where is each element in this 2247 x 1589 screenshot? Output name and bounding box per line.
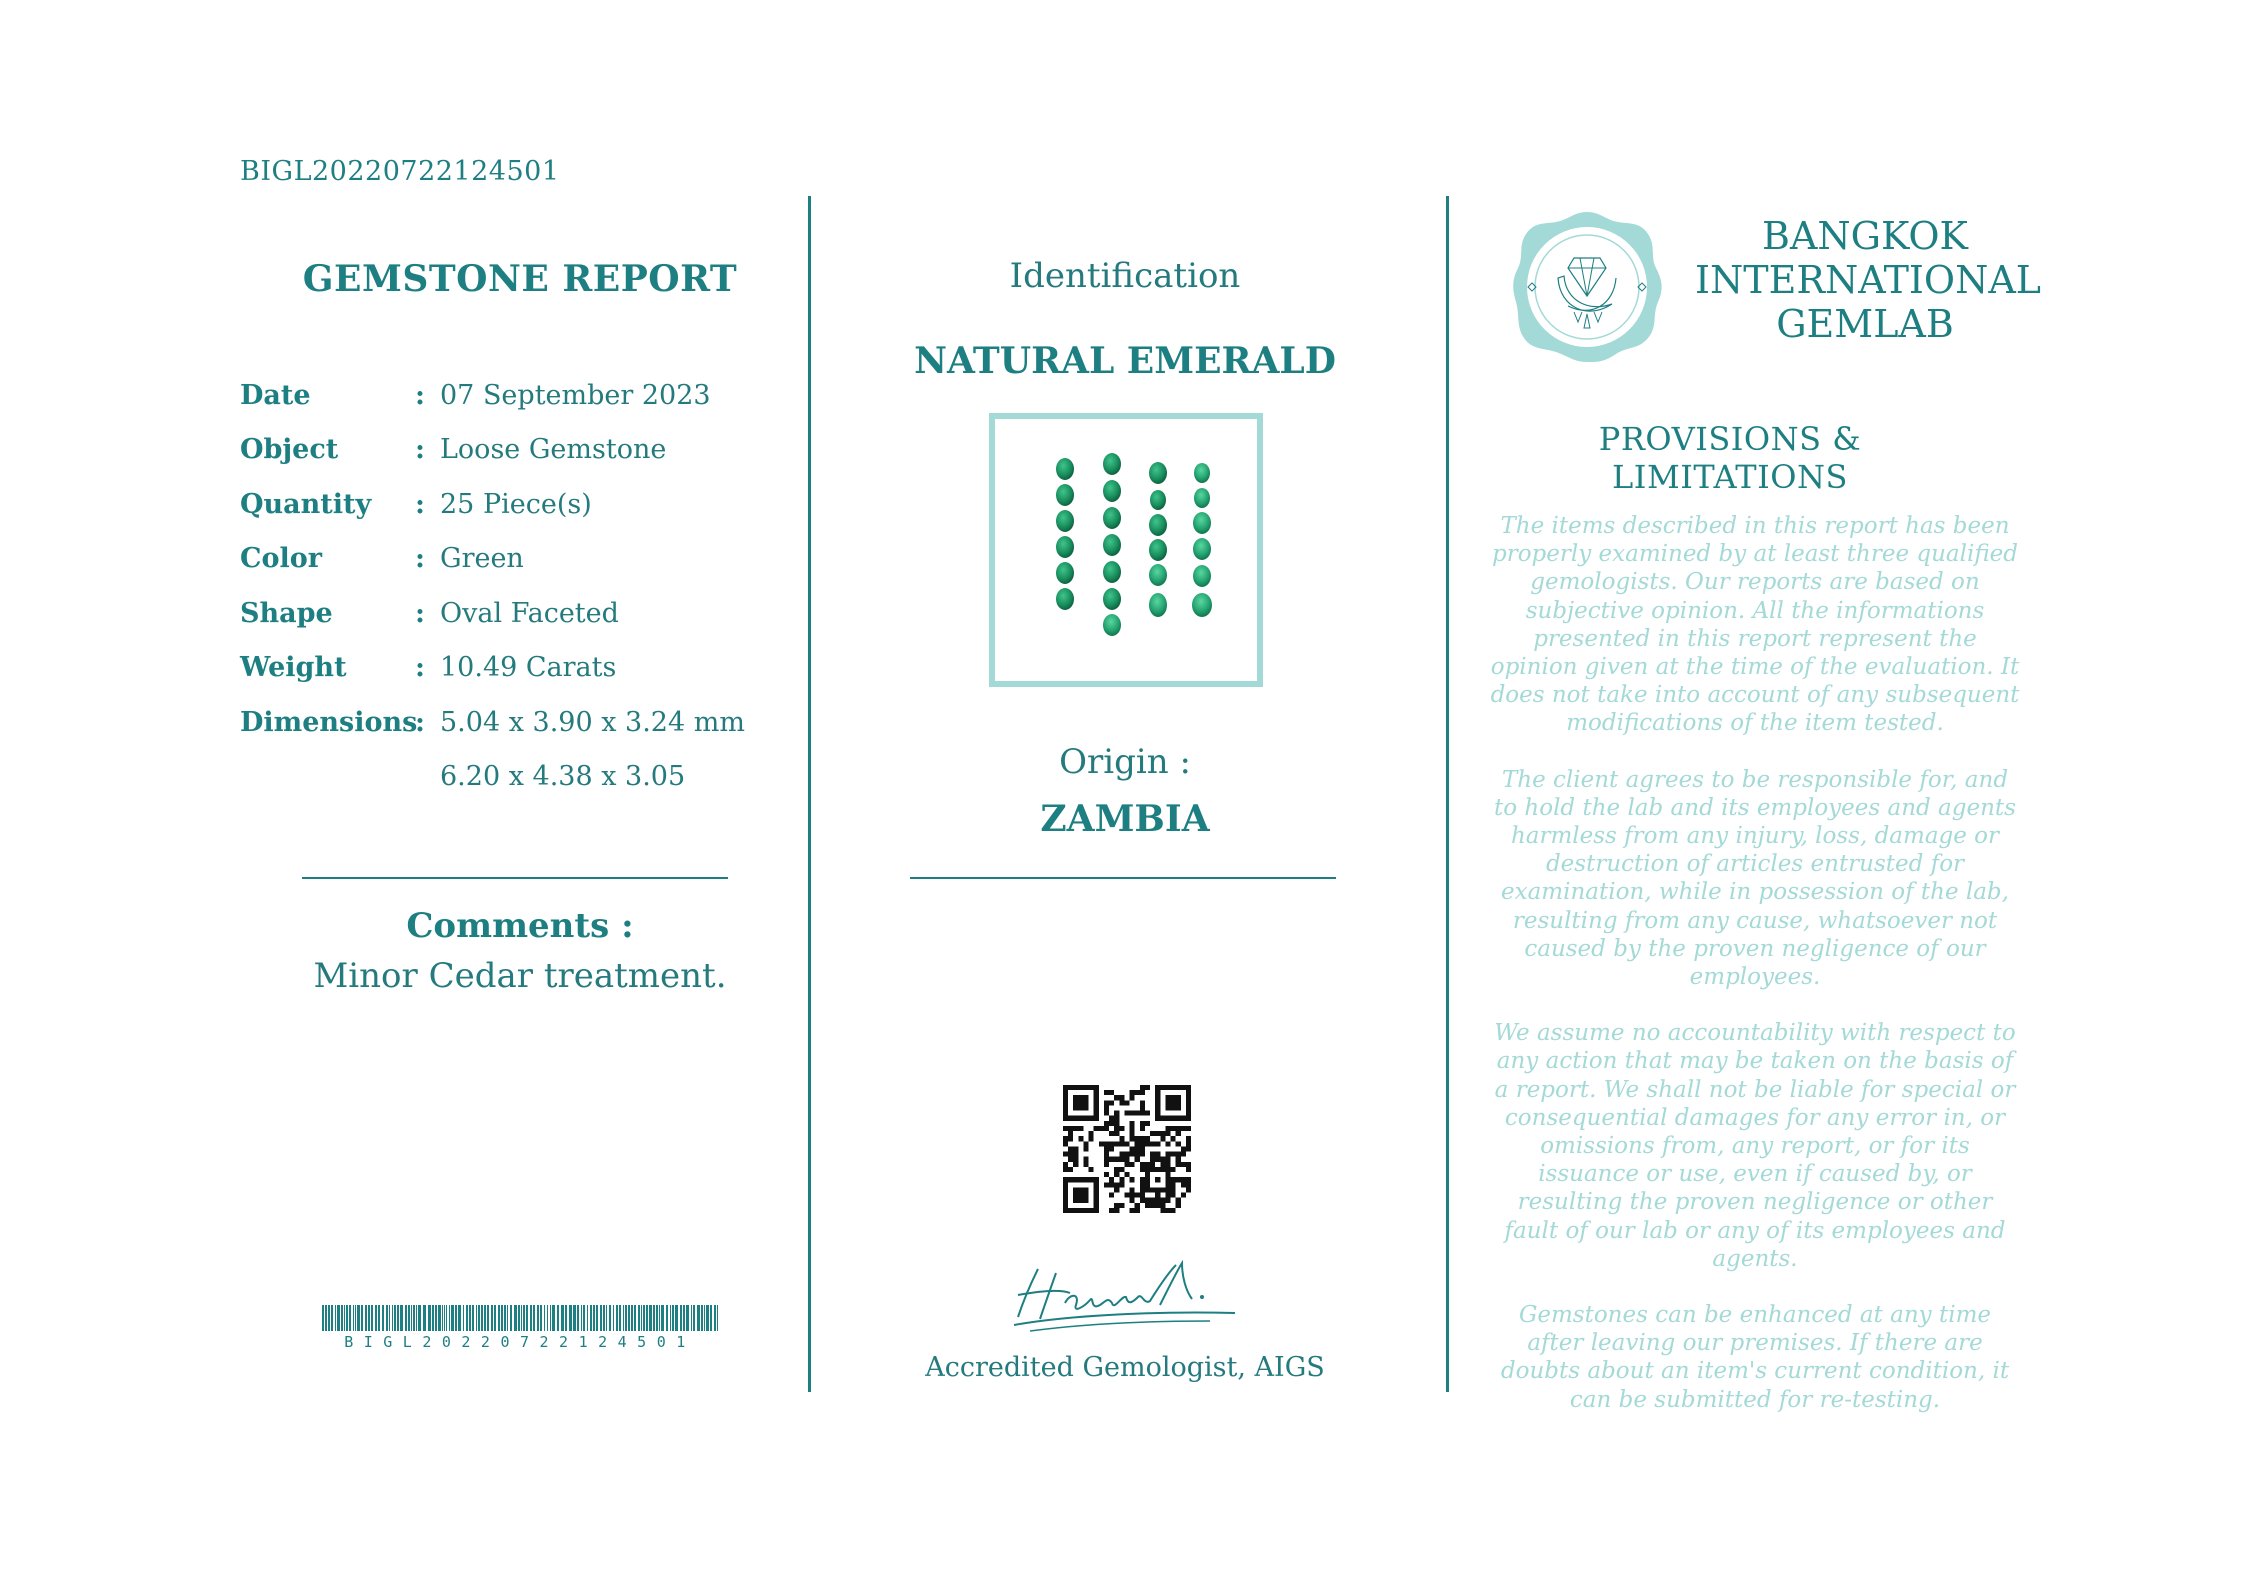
- spec-label: Color: [240, 543, 322, 575]
- identification-value: NATURAL EMERALD: [914, 340, 1336, 382]
- middle-separator: [910, 877, 1336, 879]
- provisions-text: [1490, 512, 2020, 1442]
- origin-label: Origin :: [1059, 742, 1191, 782]
- seal-logo-icon: [1508, 208, 1666, 366]
- spec-row-dimensions: [240, 695, 760, 750]
- divider-right: [1446, 196, 1449, 1392]
- spec-value: 5.04 x 3.90 x 3.24 mm: [440, 706, 745, 738]
- origin-value: ZAMBIA: [1040, 798, 1210, 840]
- spec-value: 07 September 2023: [440, 379, 711, 411]
- provisions-paragraph: The client agrees to be responsible for, and to hold the lab and its employees and agents harmless from any injury, loss, damage or destruction of articles entrusted for examination, while in possession of the lab, resulting from any cause, whatsoever not caused by the proven negligence of our employees.: [1494, 766, 2016, 991]
- signature-icon: [1010, 1255, 1240, 1340]
- spec-label: Dimensions: [240, 706, 418, 738]
- lab-name-line-1: BANGKOK: [1762, 214, 1968, 258]
- spec-row-quantity: [240, 477, 760, 532]
- spec-colon: :: [415, 379, 425, 411]
- provisions-paragraph: The items described in this report has been properly examined by at least three qualified gemologists. Our reports are based on subjective opinion. All the informations presented in this report represent the opinion given at the time of the evaluation. It does not take into account of any subsequent modifications of the item tested.: [1490, 513, 2020, 737]
- spec-value: Loose Gemstone: [440, 434, 667, 466]
- signature-title: Accredited Gemologist, AIGS: [925, 1352, 1325, 1383]
- spec-row-object: [240, 423, 760, 478]
- gemstone-photo: [989, 413, 1263, 687]
- spec-table: [240, 368, 760, 804]
- spec-label: Shape: [240, 597, 333, 629]
- divider-left: [808, 196, 811, 1392]
- spec-value: 25 Piece(s): [440, 488, 592, 520]
- left-separator: [302, 877, 728, 879]
- emerald-photo-image: [995, 419, 1257, 681]
- spec-row-date: [240, 368, 760, 423]
- barcode-text: BIGL20220722124501: [344, 1333, 696, 1351]
- spec-value: Oval Faceted: [440, 597, 619, 629]
- spec-row-dimensions-2: [240, 750, 760, 805]
- report-id: BIGL20220722124501: [240, 156, 560, 187]
- spec-colon: :: [415, 652, 425, 684]
- spec-label: Quantity: [240, 488, 372, 520]
- spec-label: Date: [240, 379, 311, 411]
- spec-label: Weight: [240, 652, 347, 684]
- spec-row-weight: [240, 641, 760, 696]
- lab-name-line-3: GEMLAB: [1776, 302, 1954, 346]
- spec-value: Green: [440, 543, 524, 575]
- comments-label: Comments :: [406, 906, 634, 946]
- identification-label: Identification: [1009, 256, 1241, 296]
- spec-value: 10.49 Carats: [440, 652, 617, 684]
- spec-colon: :: [415, 706, 425, 738]
- spec-label: Object: [240, 434, 339, 466]
- lab-name: [1695, 214, 2042, 346]
- spec-row-shape: [240, 586, 760, 641]
- spec-colon: :: [415, 543, 425, 575]
- qr-code-icon: [1063, 1085, 1191, 1213]
- lab-name-line-2: INTERNATIONAL: [1695, 258, 2042, 302]
- report-title: GEMSTONE REPORT: [302, 258, 738, 300]
- comments-text: Minor Cedar treatment.: [313, 956, 727, 996]
- provisions-title: PROVISIONS & LIMITATIONS: [1598, 420, 1862, 496]
- provisions-paragraph: Gemstones can be enhanced at any time after leaving our premises. If there are doubts about an item's current condition, it can be submitted for re-testing.: [1500, 1302, 2010, 1413]
- spec-row-color: [240, 532, 760, 587]
- provisions-paragraph: We assume no accountability with respect to any action that may be taken on the basis of a report. We shall not be liable for special or consequential damages for any error in, or omissions from, any report, or for its issuance or use, even if caused by, or resulting the proven negligence or other fault of our lab or any of its employees and agents.: [1494, 1020, 2016, 1272]
- spec-colon: :: [415, 597, 425, 629]
- spec-colon: :: [415, 434, 425, 466]
- spec-colon: :: [415, 488, 425, 520]
- spec-value: 6.20 x 4.38 x 3.05: [440, 761, 686, 793]
